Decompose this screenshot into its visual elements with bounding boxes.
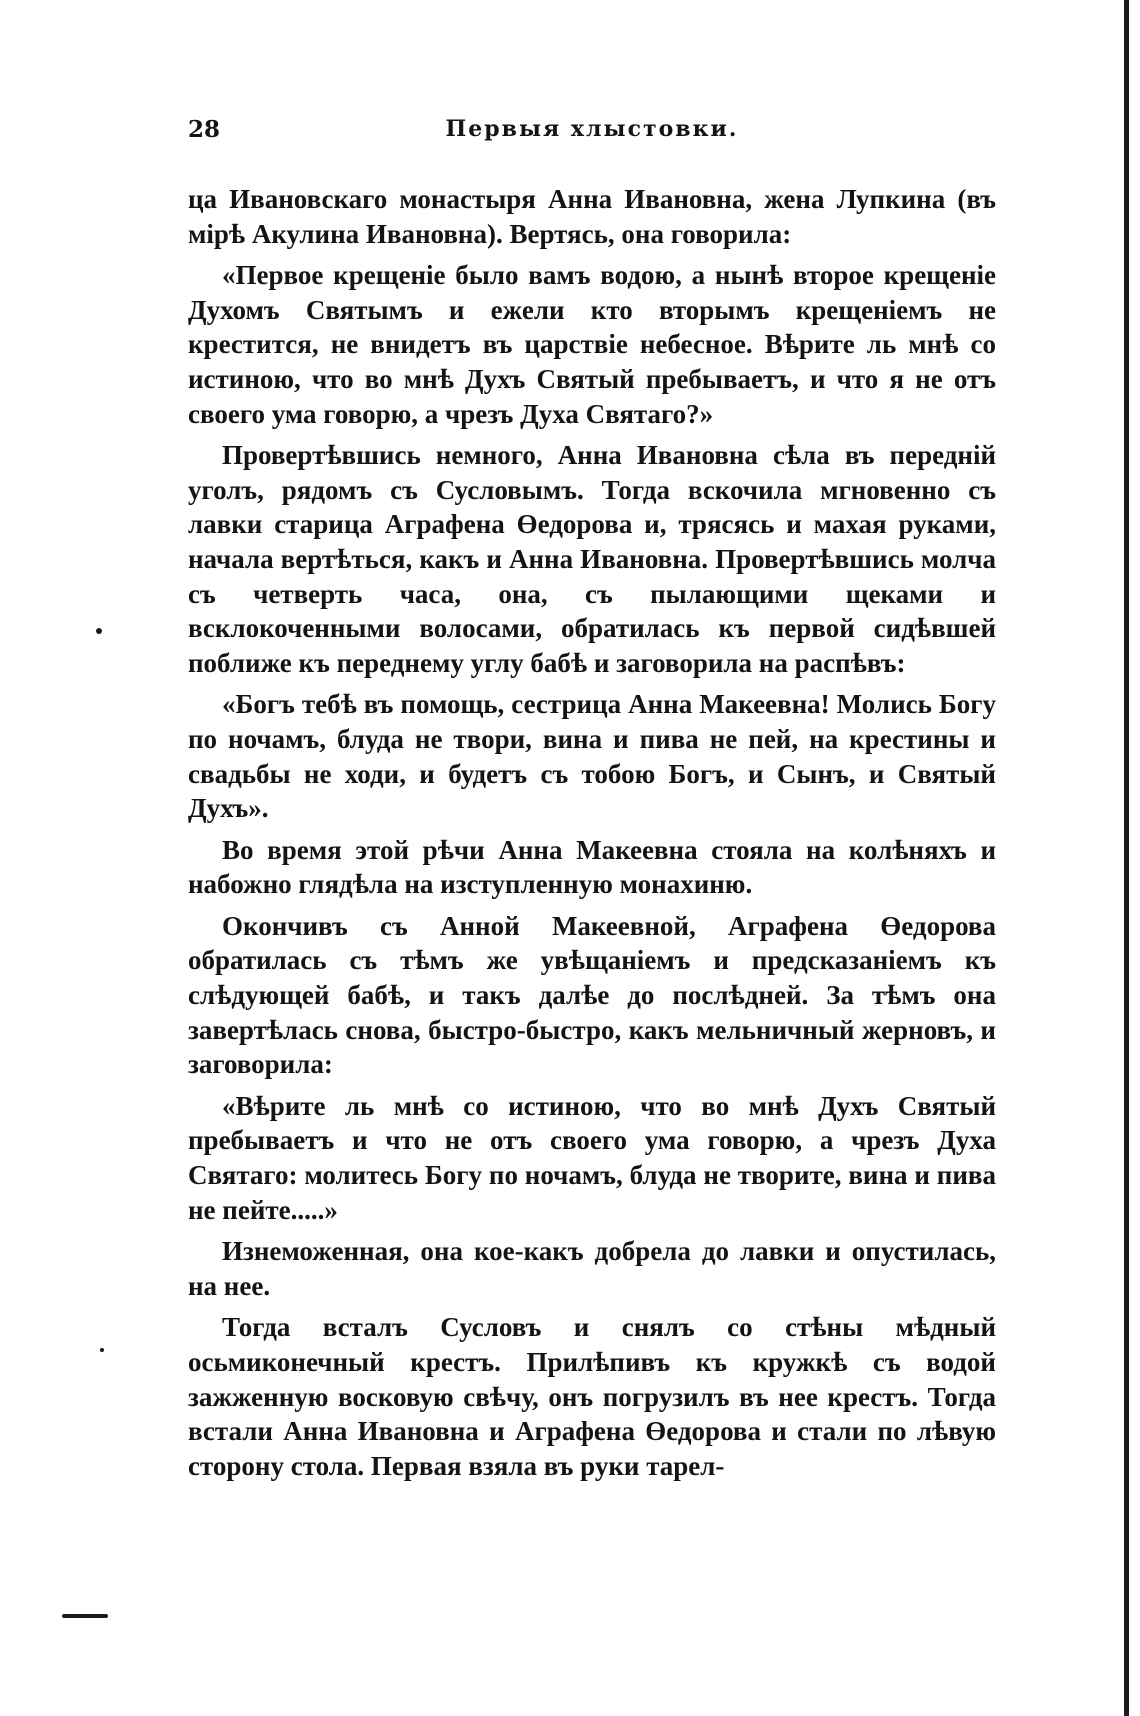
paragraph-quote-blessing: «Богъ тебѣ въ помощь, сестрица Анна Макеевна! Молись Богу по ночамъ, блуда не твори, вина и пива не пей, на крестины и свадьбы не ходи, и будетъ съ тобою Богъ, и Сынъ, и Святый Духъ». — [188, 689, 996, 824]
scan-speck — [100, 1348, 104, 1352]
paragraph-suslov-cross: Тогда всталъ Сусловъ и снялъ со стѣны мѣдный осьмиконечный крестъ. Прилѣпивъ къ кружкѣ съ водой зажженную восковую свѣчу, онъ погрузилъ въ нее крестъ. Тогда встали Анна Ивановна и Аграфена Өедорова и стали по лѣвую сторону стола. Первая взяла въ руки тарел- — [188, 1312, 996, 1481]
scan-smudge — [62, 1614, 108, 1618]
scan-speck — [96, 628, 102, 634]
paragraph-next-woman: Окончивъ съ Анной Макеевной, Аграфена Өедорова обратилась съ тѣмъ же увѣщаніемъ и предсказаніемъ къ слѣдующей бабѣ, и такъ далѣе до послѣдней. За тѣмъ она завертѣлась снова, быстро-быстро, какъ мельничный жерновъ, и заговорила: — [188, 910, 996, 1080]
paragraph-quote-believe: «Вѣрите ль мнѣ со истиною, что во мнѣ Духъ Святый пребываетъ и что не отъ своего ума говорю, а чрезъ Духа Святаго: молитесь Богу по ночамъ, блуда не творите, вина и пива не пейте.....» — [188, 1090, 996, 1225]
paragraph-continuation: ца Ивановскаго монастыря Анна Ивановна, жена Лупкина (въ мірѣ Акулина Ивановна). Вертясь, она говорила: — [188, 184, 996, 249]
page-edge-rule — [1124, 0, 1129, 1716]
body-text — [188, 182, 996, 1490]
running-head: Первыя хлыстовки. — [445, 116, 739, 142]
page-header — [188, 116, 996, 156]
paragraph-exhausted: Изнеможенная, она кое-какъ добрела до лавки и опустилась, на нее. — [188, 1236, 996, 1301]
page-number: 28 — [188, 116, 221, 143]
paragraph-anna-kneels: Во время этой рѣчи Анна Макеевна стояла на колѣняхъ и набожно глядѣла на изступленную монахиню. — [188, 834, 996, 900]
paragraph-quote-baptism: «Первое крещеніе было вамъ водою, а нынѣ второе крещеніе Духомъ Святымъ и ежели кто вторымъ крещеніемъ не крестится, не внидетъ въ царствіе небесное. Вѣрите ль мнѣ со истиною, что во мнѣ Духъ Святый пребываетъ, и что я не отъ своего ума говорю, а чрезъ Духа Святаго?» — [188, 260, 996, 429]
paragraph-agrafena-whirls: Провертѣвшись немного, Анна Ивановна сѣла въ передній уголъ, рядомъ съ Сусловымъ. Тогда вскочила мгновенно съ лавки старица Аграфена Өедорова и, трясясь и махая руками, начала вертѣться, какъ и Анна Ивановна. Провертѣвшись молча съ четверть часа, она, съ пылающими щеками и всклокоченными волосами, обратилась къ первой сидѣвшей поближе къ переднему углу бабѣ и заговорила на распѣвъ: — [188, 440, 996, 678]
